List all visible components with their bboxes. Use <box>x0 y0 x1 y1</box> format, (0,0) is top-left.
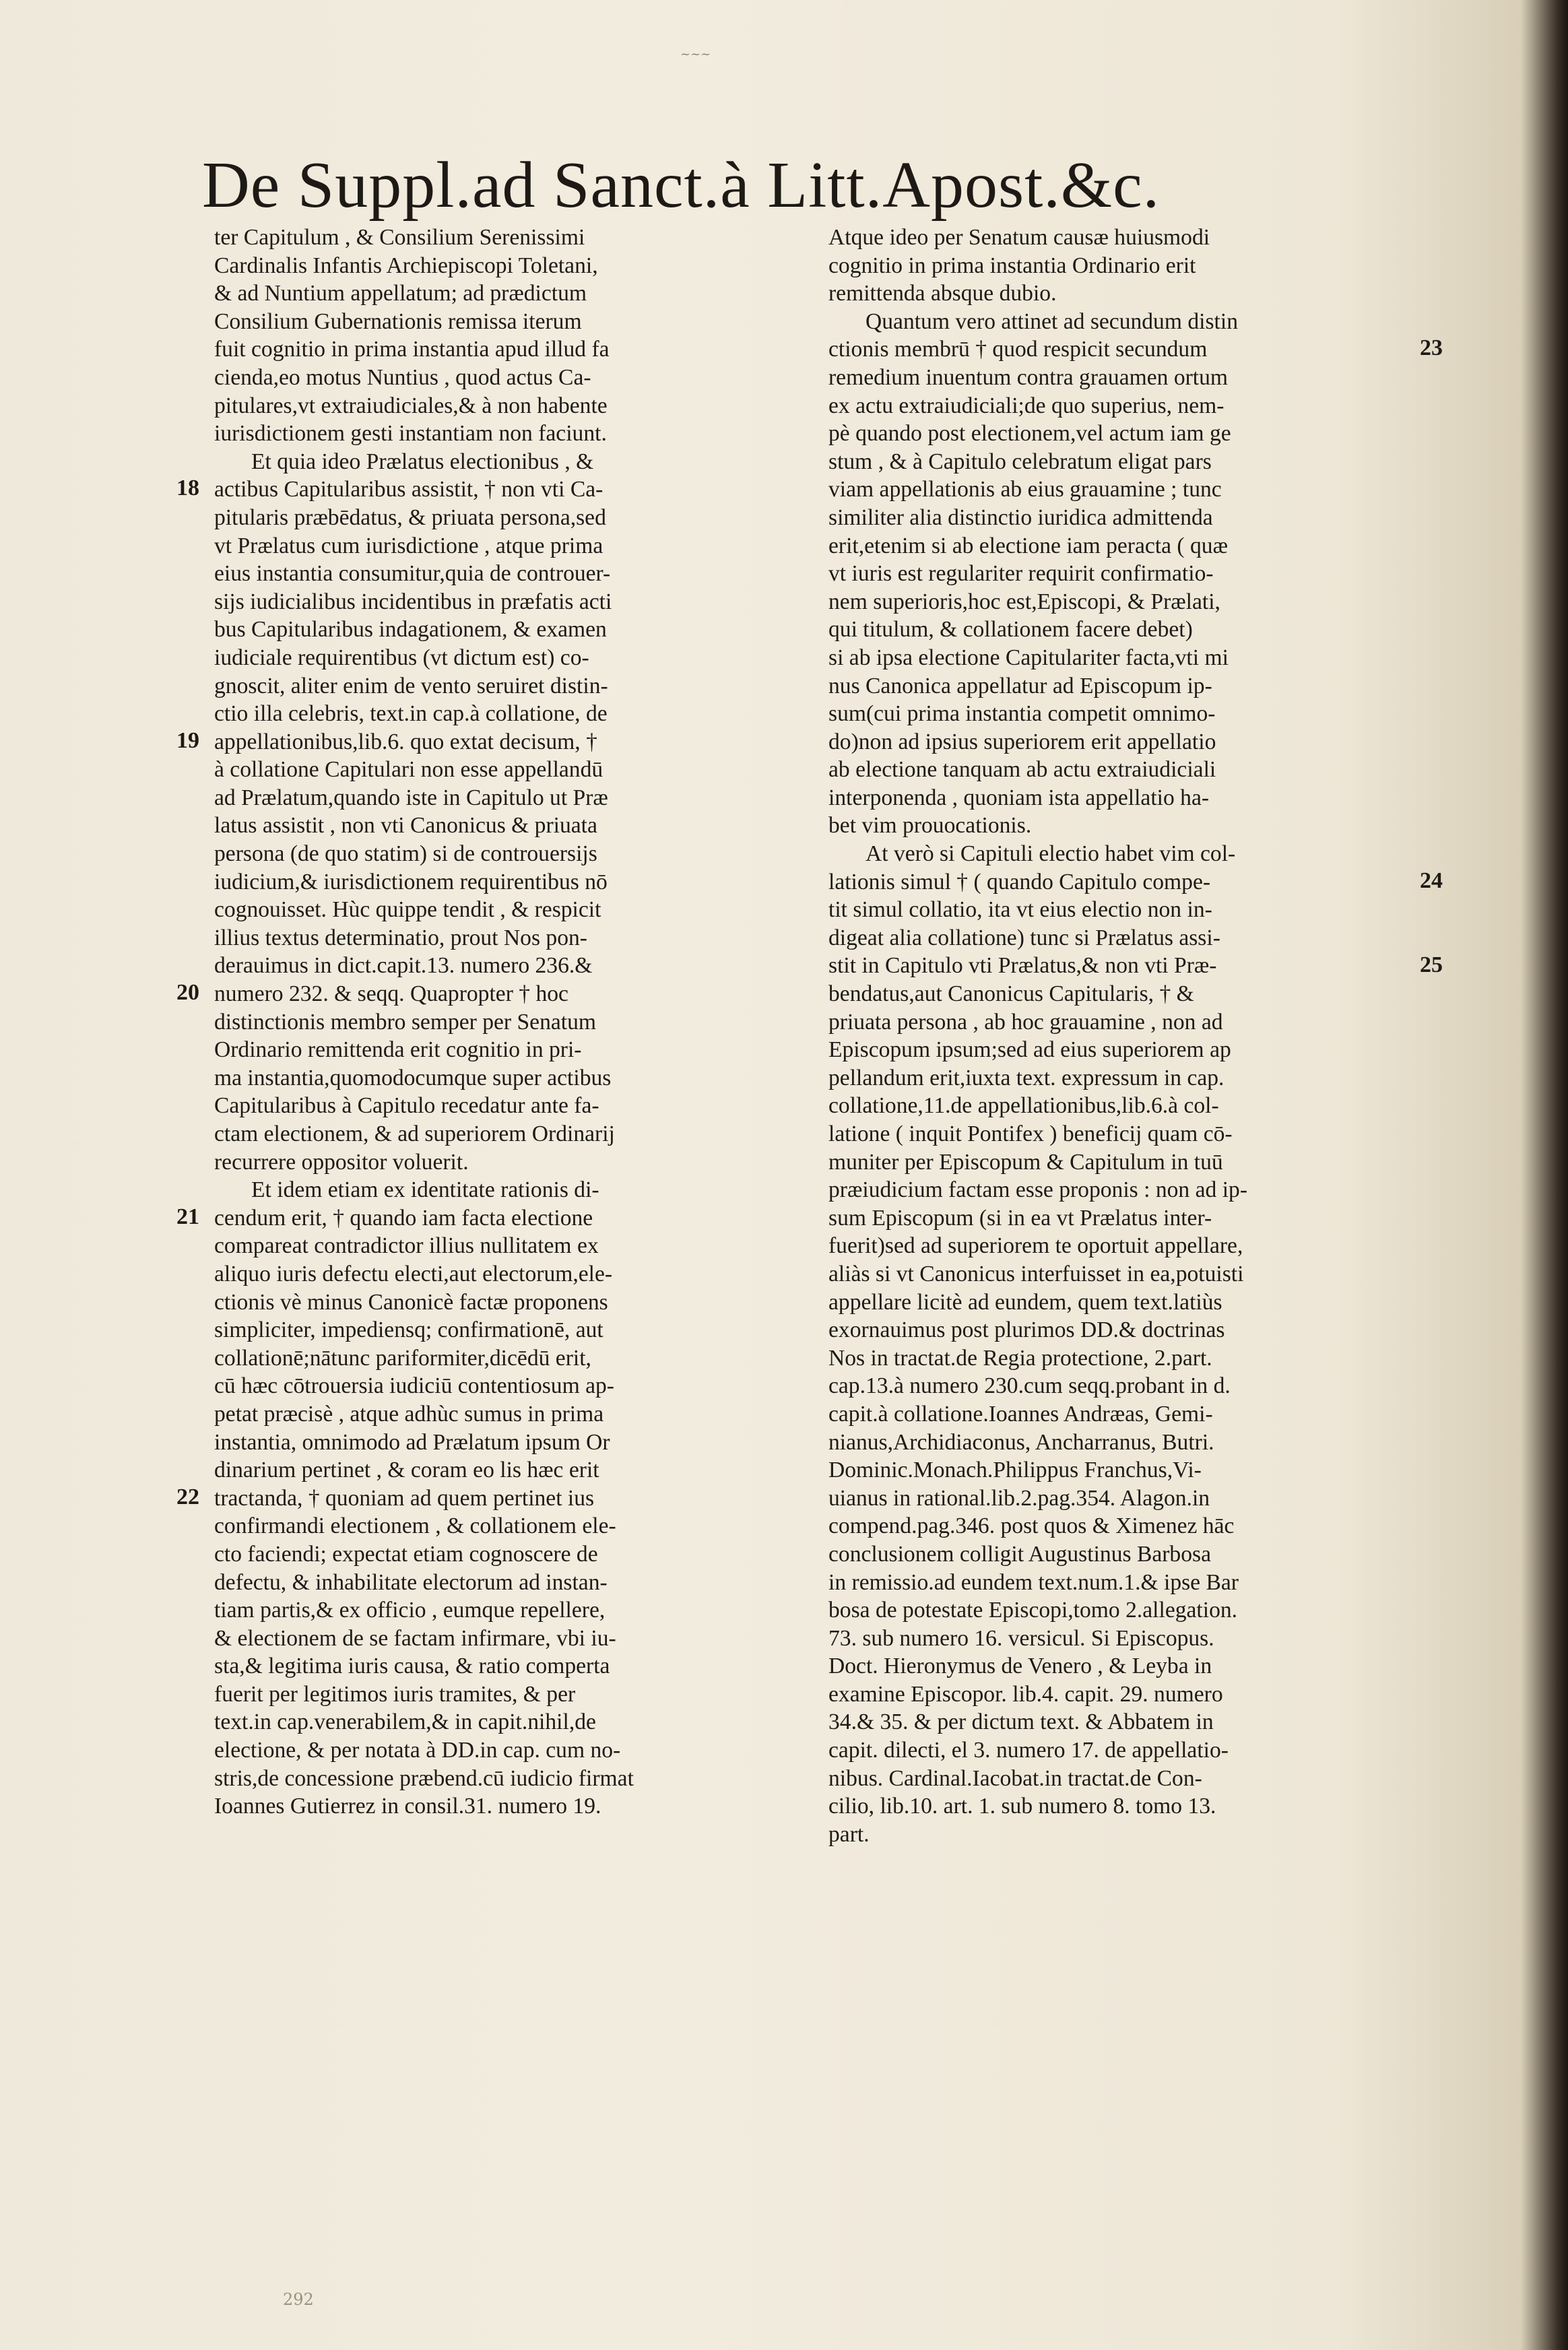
text-line: pellandum erit,iuxta text. expressum in cap. <box>828 1065 1224 1090</box>
text-line: Ordinario remittenda erit cognitio in pri- <box>214 1037 582 1063</box>
text-line: bus Capitularibus indagationem, & examen <box>214 617 607 643</box>
text-line: bosa de potestate Episcopi,tomo 2.allegation. <box>828 1598 1238 1623</box>
text-line: & electionem de se factam infirmare, vbi iu- <box>214 1625 616 1651</box>
text-line: aliàs si vt Canonicus interfuisset in ea,potuisti <box>828 1261 1244 1286</box>
text-line: fuerit)sed ad superiorem te oportuit appellare, <box>828 1233 1243 1259</box>
text-line: simpliciter, impediensq; confirmationē, aut <box>214 1317 603 1343</box>
text-line: cilio, lib.10. art. 1. sub numero 8. tomo 13. <box>828 1794 1216 1819</box>
text-line: erit,etenim si ab electione iam peracta ( quæ <box>828 533 1228 558</box>
top-mark: ~~~ <box>680 47 711 61</box>
text-line: sum(cui prima instantia competit omnimo- <box>828 701 1216 727</box>
text-line: Et idem etiam ex identitate rationis di- <box>251 1177 599 1203</box>
text-line: nem superioris,hoc est,Episcopi, & Prælati, <box>828 589 1220 614</box>
text-line: interponenda , quoniam ista appellatio ha- <box>828 785 1210 810</box>
text-line: bendatus,aut Canonicus Capitularis, † & <box>828 981 1194 1007</box>
text-line: Episcopum ipsum;sed ad eius superiorem ap <box>828 1037 1231 1063</box>
text-line: remittenda absque dubio. <box>828 281 1057 306</box>
text-line: à collatione Capitulari non esse appellandū <box>214 757 603 783</box>
text-line: derauimus in dict.capit.13. numero 236.& <box>214 953 593 979</box>
text-line: stum , & à Capitulo celebratum eligat pars <box>828 449 1212 474</box>
text-line: ctionis vè minus Canonicè factæ proponens <box>214 1289 608 1315</box>
text-line: sta,& legitima iuris causa, & ratio comperta <box>214 1654 610 1679</box>
text-line: stris,de concessione præbend.cū iudicio firmat <box>214 1765 634 1791</box>
text-line: sijs iudicialibus incidentibus in præfatis acti <box>214 589 612 614</box>
text-line: Doct. Hieronymus de Venero , & Leyba in <box>828 1654 1212 1679</box>
footer-mark: 292 <box>283 2290 314 2309</box>
text-line: cto faciendi; expectat etiam cognoscere de <box>214 1541 598 1567</box>
text-line: pitulares,vt extraiudiciales,& à non habente <box>214 393 608 418</box>
text-line: stit in Capitulo vti Prælatus,& non vti Præ- <box>828 953 1217 979</box>
margin-number: 18 <box>176 476 199 501</box>
text-line: illius textus determinatio, prout Nos pon- <box>214 925 587 950</box>
text-line: Consilium Gubernationis remissa iterum <box>214 308 582 334</box>
text-line: sum Episcopum (si in ea vt Prælatus inter- <box>828 1205 1212 1231</box>
text-line: compareat contradictor illius nullitatem ex <box>214 1233 599 1259</box>
text-line: cienda,eo motus Nuntius , quod actus Ca- <box>214 364 591 390</box>
text-line: iudiciale requirentibus (vt dictum est) co- <box>214 645 589 670</box>
text-line: ctionis membrū † quod respicit secundum <box>828 337 1208 362</box>
text-line: Ioannes Gutierrez in consil.31. numero 19. <box>214 1794 601 1819</box>
text-line: collatione,11.de appellationibus,lib.6.à col- <box>828 1093 1219 1119</box>
text-line: Nos in tractat.de Regia protectione, 2.part. <box>828 1345 1212 1371</box>
text-line: text.in cap.venerabilem,& in capit.nihil,de <box>214 1709 596 1735</box>
text-line: similiter alia distinctio iuridica admittenda <box>828 504 1213 530</box>
text-line: latione ( inquit Pontifex ) beneficij quam cō- <box>828 1121 1233 1146</box>
text-line: defectu, & inhabilitate electorum ad instan- <box>214 1569 608 1595</box>
text-line: Dominic.Monach.Philippus Franchus,Vi- <box>828 1458 1202 1483</box>
text-line: pitularis præbēdatus, & priuata persona,sed <box>214 504 606 530</box>
text-line: si ab ipsa electione Capitulariter facta,vti mi <box>828 645 1229 670</box>
text-line: priuata persona , ab hoc grauamine , non ad <box>828 1009 1223 1035</box>
text-line: examine Episcopor. lib.4. capit. 29. numero <box>828 1681 1223 1707</box>
text-line: Capitularibus à Capitulo recedatur ante fa- <box>214 1093 599 1119</box>
text-line: in remissio.ad eundem text.num.1.& ipse Bar <box>828 1569 1239 1595</box>
text-line: ab electione tanquam ab actu extraiudiciali <box>828 757 1216 783</box>
text-line: tiam partis,& ex officio , eumque repellere, <box>214 1598 606 1623</box>
text-line: ter Capitulum , & Consilium Serenissimi <box>214 225 585 250</box>
text-line: ex actu extraiudiciali;de quo superius, nem- <box>828 393 1224 418</box>
text-line: bet vim prouocationis. <box>828 813 1032 839</box>
text-line: At verò si Capituli electio habet vim col- <box>865 841 1236 867</box>
text-line: Cardinalis Infantis Archiepiscopi Toletani, <box>214 253 598 278</box>
text-line: instantia, omnimodo ad Prælatum ipsum Or <box>214 1429 610 1455</box>
text-line: fuit cognitio in prima instantia apud illud fa <box>214 337 610 362</box>
text-line: qui titulum, & collationem facere debet) <box>828 617 1193 643</box>
text-line: collationē;nātunc pariformiter,dicēdū erit, <box>214 1345 591 1371</box>
text-line: cap.13.à numero 230.cum seqq.probant in d. <box>828 1373 1231 1399</box>
text-line: pè quando post electionem,vel actum iam ge <box>828 421 1231 447</box>
text-line: remedium inuentum contra grauamen ortum <box>828 364 1229 390</box>
right-column <box>828 224 1414 1848</box>
margin-number: 20 <box>176 980 199 1006</box>
text-line: Atque ideo per Senatum causæ huiusmodi <box>828 225 1210 250</box>
text-line: digeat alia collatione) tunc si Prælatus assi- <box>828 925 1220 950</box>
text-line: persona (de quo statim) si de controuersijs <box>214 841 597 867</box>
text-line: distinctionis membro semper per Senatum <box>214 1009 596 1035</box>
margin-number: 21 <box>176 1204 199 1229</box>
text-line: confirmandi electionem , & collationem ele- <box>214 1513 616 1539</box>
text-line: muniter per Episcopum & Capitulum in tuū <box>828 1149 1223 1175</box>
text-line: cognitio in prima instantia Ordinario erit <box>828 253 1196 278</box>
text-line: recurrere oppositor voluerit. <box>214 1149 469 1175</box>
text-line: tractanda, † quoniam ad quem pertinet ius <box>214 1485 595 1511</box>
text-line: do)non ad ipsius superiorem erit appellatio <box>828 729 1216 754</box>
text-line: Quantum vero attinet ad secundum distin <box>865 308 1238 334</box>
text-line: dinarium pertinet , & coram eo lis hæc erit <box>214 1458 599 1483</box>
text-line: exornauimus post plurimos DD.& doctrinas <box>828 1317 1225 1343</box>
text-line: appellationibus,lib.6. quo extat decisum, † <box>214 729 597 754</box>
text-line: compend.pag.346. post quos & Ximenez hāc <box>828 1513 1235 1539</box>
text-line: ctam electionem, & ad superiorem Ordinarij <box>214 1121 615 1146</box>
text-line: & ad Nuntium appellatum; ad prædictum <box>214 281 587 306</box>
text-line: præiudicium factam esse proponis : non ad ip- <box>828 1177 1247 1203</box>
text-line: 34.& 35. & per dictum text. & Abbatem in <box>828 1709 1214 1735</box>
text-line: viam appellationis ab eius grauamine ; tunc <box>828 477 1222 502</box>
text-line: iudicium,& iurisdictionem requirentibus nō <box>214 869 608 894</box>
text-line: gnoscit, aliter enim de vento seruiret distin- <box>214 673 608 698</box>
text-line: numero 232. & seqq. Quapropter † hoc <box>214 981 568 1007</box>
text-line: part. <box>828 1821 870 1847</box>
text-line: tit simul collatio, ita vt eius electio non in- <box>828 897 1212 923</box>
text-line: nus Canonica appellatur ad Episcopum ip- <box>828 673 1212 698</box>
text-line: appellare licitè ad eundem, quem text.latiùs <box>828 1289 1222 1315</box>
text-line: vt Prælatus cum iurisdictione , atque prima <box>214 533 603 558</box>
text-line: cendum erit, † quando iam facta electione <box>214 1205 593 1231</box>
text-line: latus assistit , non vti Canonicus & priuata <box>214 813 597 839</box>
text-line: lationis simul † ( quando Capitulo compe- <box>828 869 1211 894</box>
margin-number: 19 <box>176 727 199 753</box>
text-line: Et quia ideo Prælatus electionibus , & <box>251 449 594 474</box>
margin-number: 25 <box>1420 952 1443 977</box>
text-line: electione, & per notata à DD.in cap. cum no- <box>214 1738 621 1763</box>
text-line: vt iuris est regulariter requirit confirmatio- <box>828 561 1214 587</box>
text-line: fuerit per legitimos iuris tramites, & per <box>214 1681 576 1707</box>
text-line: capit. dilecti, el 3. numero 17. de appellatio- <box>828 1738 1229 1763</box>
text-line: ad Prælatum,quando iste in Capitulo ut Præ <box>214 785 608 810</box>
text-line: cognouisset. Hùc quippe tendit , & respicit <box>214 897 601 923</box>
left-column <box>214 224 800 1821</box>
text-line: ctio illa celebris, text.in cap.à collatione, de <box>214 701 608 727</box>
text-line: eius instantia consumitur,quia de controuer- <box>214 561 611 587</box>
text-line: iurisdictionem gesti instantiam non faciunt. <box>214 421 607 447</box>
text-line: petat præcisè , atque adhùc sumus in prima <box>214 1401 604 1427</box>
text-line: nibus. Cardinal.Iacobat.in tractat.de Con- <box>828 1765 1202 1791</box>
margin-number: 23 <box>1420 335 1443 361</box>
text-line: conclusionem colligit Augustinus Barbosa <box>828 1541 1211 1567</box>
text-line: nianus,Archidiaconus, Ancharranus, Butri. <box>828 1429 1214 1455</box>
text-line: uianus in rational.lib.2.pag.354. Alagon.in <box>828 1485 1210 1511</box>
text-line: capit.à collatione.Ioannes Andræas, Gemi- <box>828 1401 1213 1427</box>
margin-number: 22 <box>176 1484 199 1509</box>
text-line: aliquo iuris defectu electi,aut electorum,ele- <box>214 1261 613 1286</box>
text-line: ma instantia,quomodocumque super actibus <box>214 1065 612 1090</box>
text-line: 73. sub numero 16. versicul. Si Episcopus. <box>828 1625 1214 1651</box>
margin-number: 24 <box>1420 868 1443 893</box>
text-line: actibus Capitularibus assistit, † non vti Ca- <box>214 477 603 502</box>
running-header: De Suppl.ad Sanct.à Litt.Apost.&c. <box>202 149 1161 222</box>
text-line: cū hæc cōtrouersia iudiciū contentiosum ap- <box>214 1373 614 1399</box>
